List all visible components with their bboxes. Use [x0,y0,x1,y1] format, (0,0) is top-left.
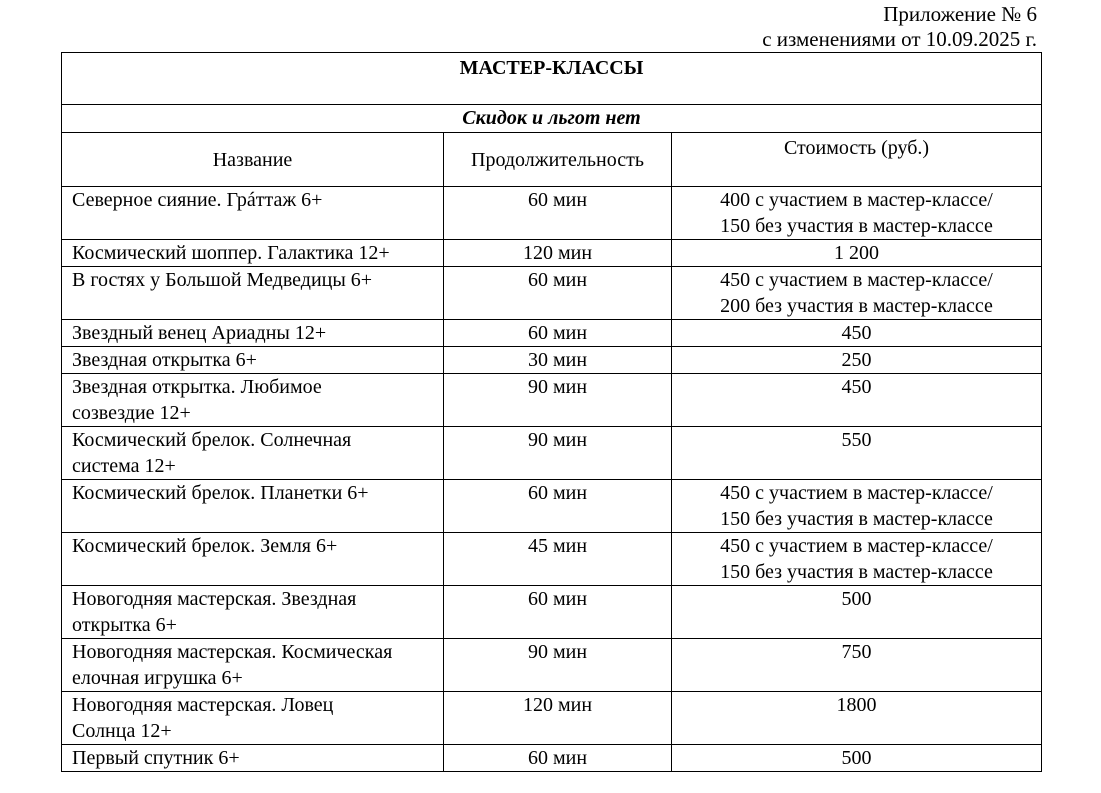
cell-duration: 90 мин [444,427,672,480]
cell-name [62,347,444,374]
name-line: система 12+ [72,455,176,477]
table-title: МАСТЕР-КЛАССЫ [62,53,1042,105]
cell-duration: 120 мин [444,692,672,745]
table-row [62,533,1042,586]
cell-name [62,533,444,586]
cost-line: 550 [841,429,872,451]
name-line: Космический брелок. Солнечная [72,429,352,451]
appendix-header [762,2,1037,52]
cell-cost [672,320,1042,347]
cell-cost [672,374,1042,427]
cost-line: 150 без участия в мастер-классе [720,561,993,583]
name-line: Космический брелок. Земля 6+ [72,535,338,557]
cell-name [62,745,444,772]
appendix-number: Приложение № 6 [883,2,1037,26]
header-cost: Стоимость (руб.) [672,133,1042,187]
table-row [62,187,1042,240]
cell-duration: 60 мин [444,586,672,639]
cell-cost [672,692,1042,745]
table-header-row [62,133,1042,187]
name-line: Звездный венец Ариадны 12+ [72,322,327,344]
name-line: Новогодняя мастерская. Ловец [72,694,334,716]
name-line: Новогодняя мастерская. Космическая [72,641,393,663]
table-row [62,374,1042,427]
cost-line: 450 с участием в мастер-классе/ [720,269,993,291]
table-row [62,320,1042,347]
cell-cost [672,745,1042,772]
cell-name [62,427,444,480]
cost-line: 150 без участия в мастер-классе [720,508,993,530]
table-row [62,347,1042,374]
cell-duration: 90 мин [444,639,672,692]
table-title-row [62,53,1042,105]
cost-line: 1800 [836,694,877,716]
table-row [62,267,1042,320]
table-row [62,639,1042,692]
table-row [62,745,1042,772]
cost-line: 450 [841,322,872,344]
table-row [62,480,1042,533]
cell-name [62,586,444,639]
name-line: елочная игрушка 6+ [72,667,243,689]
cell-name [62,480,444,533]
name-line: Солнца 12+ [72,720,172,742]
cell-cost [672,586,1042,639]
cell-cost [672,187,1042,240]
cell-cost [672,427,1042,480]
cell-duration: 45 мин [444,533,672,586]
table-note-row [62,105,1042,133]
cell-duration: 60 мин [444,320,672,347]
cost-line: 1 200 [834,242,879,264]
cost-line: 500 [841,747,872,769]
cost-line: 750 [841,641,872,663]
cell-cost [672,533,1042,586]
cell-cost [672,240,1042,267]
cell-cost [672,267,1042,320]
cell-duration: 60 мин [444,187,672,240]
name-line: Звездная открытка. Любимое [72,376,322,398]
name-line: Новогодняя мастерская. Звездная [72,588,357,610]
cell-duration: 90 мин [444,374,672,427]
cell-cost [672,480,1042,533]
cell-name [62,240,444,267]
cost-line: 150 без участия в мастер-классе [720,215,993,237]
cell-name [62,187,444,240]
name-line: Северное сияние. Грáттаж 6+ [72,189,323,211]
appendix-revision-date: с изменениями от 10.09.2025 г. [762,27,1037,51]
header-duration: Продолжительность [444,133,672,187]
table-row [62,692,1042,745]
cell-cost [672,639,1042,692]
cell-duration: 60 мин [444,745,672,772]
cell-duration: 30 мин [444,347,672,374]
cost-line: 450 [841,376,872,398]
name-line: Звездная открытка 6+ [72,349,257,371]
cell-name [62,639,444,692]
table-row [62,427,1042,480]
cell-name [62,692,444,745]
name-line: В гостях у Большой Медведицы 6+ [72,269,373,291]
cell-name [62,267,444,320]
name-line: открытка 6+ [72,614,177,636]
cost-line: 500 [841,588,872,610]
discount-note: Скидок и льгот нет [62,105,1042,133]
cost-line: 200 без участия в мастер-классе [720,295,993,317]
header-name: Название [62,133,444,187]
name-line: созвездие 12+ [72,402,191,424]
cost-line: 450 с участием в мастер-классе/ [720,482,993,504]
cell-name [62,374,444,427]
name-line: Первый спутник 6+ [72,747,240,769]
name-line: Космический шоппер. Галактика 12+ [72,242,390,264]
cell-cost [672,347,1042,374]
price-table [61,52,1042,772]
cell-duration: 120 мин [444,240,672,267]
cost-line: 250 [841,349,872,371]
cell-duration: 60 мин [444,480,672,533]
cell-duration: 60 мин [444,267,672,320]
table-row [62,586,1042,639]
name-line: Космический брелок. Планетки 6+ [72,482,369,504]
table-row [62,240,1042,267]
cost-line: 450 с участием в мастер-классе/ [720,535,993,557]
cost-line: 400 с участием в мастер-классе/ [720,189,993,211]
cell-name [62,320,444,347]
